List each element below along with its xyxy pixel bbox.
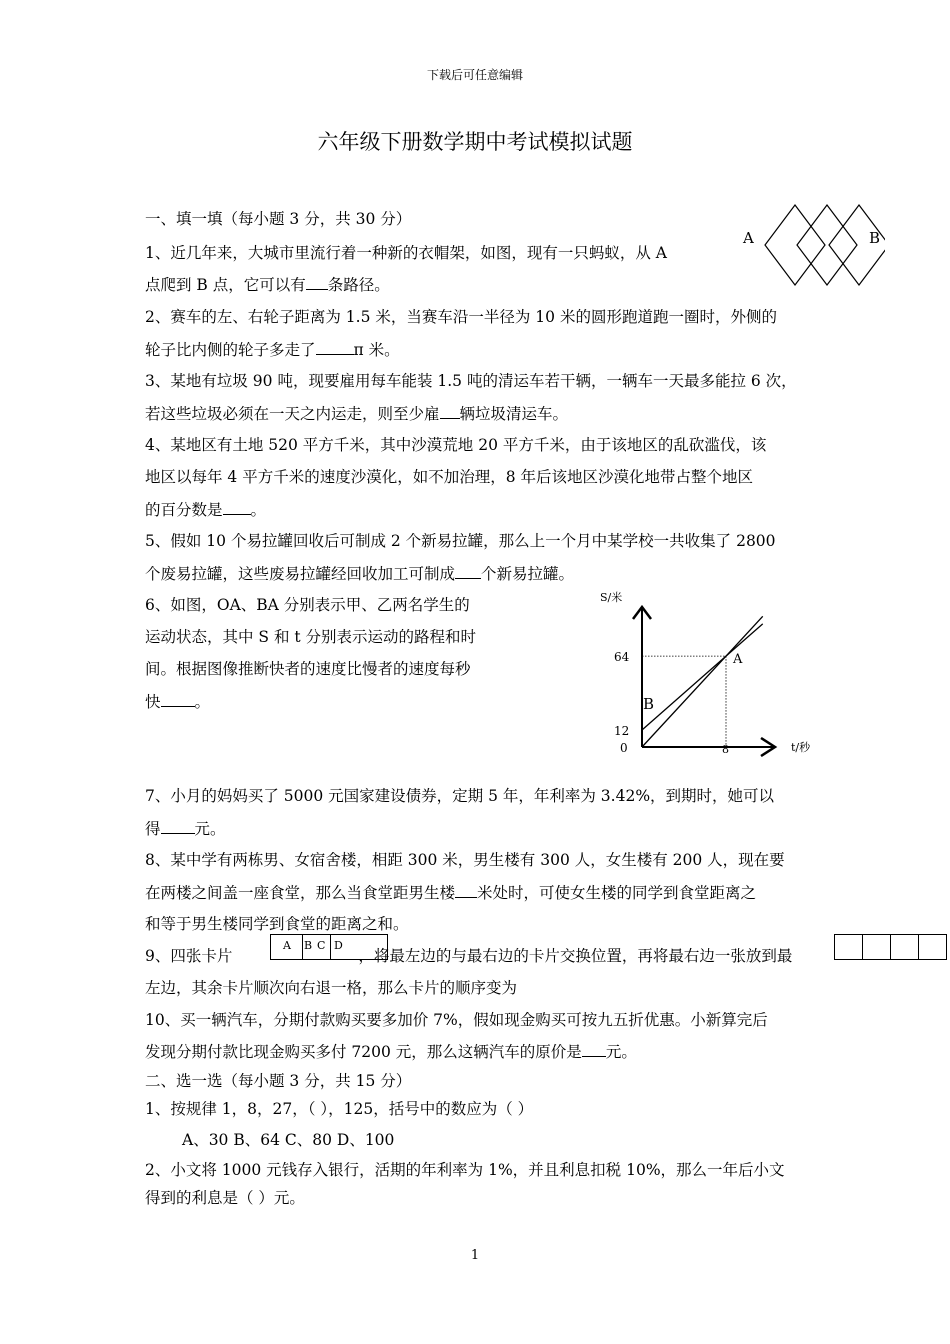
motion-graph: [595, 585, 820, 765]
q2-line2: 轮子比内侧的轮子多走了 π 米。: [145, 338, 400, 361]
answer-box[interactable]: [834, 934, 863, 960]
section2-heading: 二、选一选（每小题 3 分，共 15 分）: [145, 1072, 412, 1090]
card-c: C: [317, 939, 326, 952]
q3-blank[interactable]: [440, 402, 460, 419]
series-line-a: [642, 616, 763, 747]
y-axis-label: S/米: [600, 591, 623, 604]
q2-line1: 2、赛车的左、右轮子距离为 1.5 米，当赛车沿一半径为 10 米的圆形跑道跑一圈时，外侧的: [145, 308, 777, 326]
q3-line1: 3、某地有垃圾 90 吨，现要雇用每车能装 1.5 吨的清运车若干辆，一辆车一天最多能拉 6 次，: [145, 372, 797, 390]
q4-line2: 地区以每年 4 平方千米的速度沙漠化，如不加治理，8 年后该地区沙漠化地带占整个地区: [145, 468, 754, 486]
diamond-2: [797, 205, 857, 285]
q6-blank[interactable]: [161, 690, 195, 707]
q1-blank[interactable]: [306, 273, 328, 290]
q10-line1: 10、买一辆汽车，分期付款购买要多加价 7%，假如现金购买可按九五折优惠。小新算完后: [145, 1011, 768, 1029]
y-tick-label: 12: [614, 723, 630, 738]
q6-line2: 运动状态，其中 S 和 t 分别表示运动的路程和时: [145, 628, 477, 646]
coat-rack-figure: [735, 200, 885, 290]
q10-blank[interactable]: [582, 1040, 606, 1057]
y-tick-label: 64: [614, 650, 630, 665]
page-number: 1: [470, 1248, 480, 1263]
diamond-1: [765, 205, 825, 285]
answer-boxes: [834, 934, 950, 960]
card-b: B: [302, 935, 312, 959]
x-tick-label: 8: [722, 743, 729, 756]
q1-line1: 1、近几年来，大城市里流行着一种新的衣帽架，如图，现有一只蚂蚁，从 A: [145, 244, 667, 262]
coat-rack-diamonds: [765, 205, 885, 285]
point-label-b: B: [643, 694, 655, 713]
q7-blank[interactable]: [161, 817, 195, 834]
card-strip: [270, 934, 388, 960]
q8-line1: 8、某中学有两栋男、女宿舍楼，相距 300 米，男生楼有 300 人，女生楼有 200 人，现在要: [145, 851, 785, 869]
q6-line1: 6、如图，OA、BA 分别表示甲、乙两名学生的: [145, 596, 470, 614]
page-title: 六年级下册数学期中考试模拟试题: [317, 130, 633, 154]
q8-blank[interactable]: [455, 881, 477, 898]
q6-line4: 快 。: [145, 690, 210, 713]
q10-line2: 发现分期付款比现金购买多付 7200 元，那么这辆汽车的原价是 元。: [145, 1040, 637, 1063]
series-line-b: [642, 624, 763, 730]
origin-label: 0: [620, 741, 628, 755]
card-a: A: [283, 939, 291, 952]
q8-line2: 在两楼之间盖一座食堂，那么当食堂距男生楼 米处时，可使女生楼的同学到食堂距离之: [145, 881, 756, 904]
point-label-a: A: [733, 652, 743, 668]
q3-line2: 若这些垃圾必须在一天之内运走，则至少雇 辆垃圾清运车。: [145, 402, 568, 425]
q9-line2: 左边，其余卡片顺次向右退一格，那么卡片的顺序变为: [145, 979, 518, 997]
figure-label-a: A: [743, 229, 754, 247]
s2-q2-line1: 2、小文将 1000 元钱存入银行，活期的年利率为 1%，并且利息扣税 10%，那么一年后小文: [145, 1161, 785, 1179]
q6-line3: 间。根据图像推断快者的速度比慢者的速度每秒: [145, 660, 471, 678]
q8-line3: 和等于男生楼同学到食堂的距离之和。: [145, 915, 409, 933]
card-d: D: [330, 935, 343, 959]
q5-line2: 个废易拉罐，这些废易拉罐经回收加工可制成 个新易拉罐。: [145, 562, 574, 585]
s2-q1-line1: 1、按规律 1，8，27，（ ），125，括号中的数应为（ ）: [145, 1100, 534, 1118]
s2-q2-line2: 得到的利息是（ ）元。: [145, 1189, 305, 1207]
q7-line2: 得 元。: [145, 817, 226, 840]
s2-q1-options: A、30 B、64 C、80 D、100: [182, 1131, 395, 1149]
figure-label-b: B: [869, 229, 881, 247]
x-axis-label: t/秒: [791, 741, 811, 754]
answer-box[interactable]: [890, 934, 919, 960]
section1-heading: 一、填一填（每小题 3 分，共 30 分）: [145, 210, 412, 228]
q9-line1: 9、四张卡片 ，将最左边的与最右边的卡片交换位置，再将最右边一张放到最: [145, 947, 793, 965]
q4-blank[interactable]: [223, 498, 251, 515]
q2-blank[interactable]: [316, 338, 354, 355]
q5-blank[interactable]: [455, 562, 481, 579]
header-note: 下载后可任意编辑: [426, 68, 523, 82]
q4-line3: 的百分数是 。: [145, 498, 266, 521]
q7-line1: 7、小月的妈妈买了 5000 元国家建设债券，定期 5 年，年利率为 3.42%，到期时，她可以: [145, 787, 775, 805]
answer-box[interactable]: [862, 934, 891, 960]
q4-line1: 4、某地区有土地 520 平方千米，其中沙漠荒地 20 平方千米，由于该地区的乱砍滥伐，该: [145, 436, 767, 454]
answer-box[interactable]: [918, 934, 947, 960]
q1-line2: 点爬到 B 点，它可以有 条路径。: [145, 273, 390, 296]
q5-line1: 5、假如 10 个易拉罐回收后可制成 2 个新易拉罐，那么上一个月中某学校一共收集了 2800: [145, 532, 776, 550]
